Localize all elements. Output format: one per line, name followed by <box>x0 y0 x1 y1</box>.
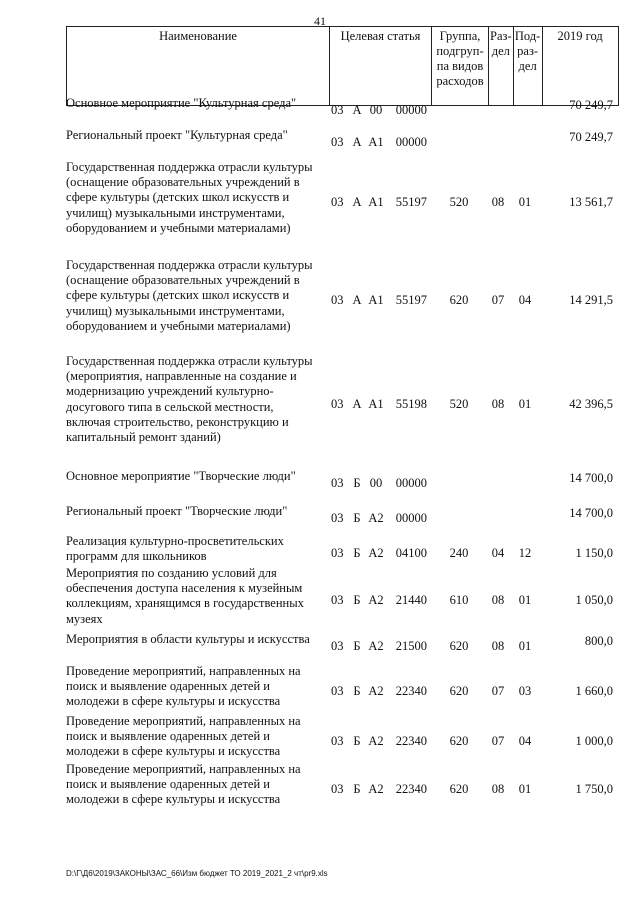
subsection-code: 04 <box>518 733 532 748</box>
amount-2019: 14 291,5 <box>569 293 613 307</box>
code-sub: А <box>352 103 362 117</box>
code-prog: 03 <box>331 511 344 525</box>
page-number: 41 <box>314 14 326 28</box>
row-name: Государственная поддержка отрасли культуры (оснащение образовательных учреждений в сфере культуры (детских школ искусств и училищ) музыкальными инструментами, оборудованием и учебными материалами) <box>66 160 313 235</box>
subsection-code: 01 <box>518 781 532 796</box>
code-dir: А1 <box>368 396 384 411</box>
row-name: Проведение мероприятий, направленных на поиск и выявление одаренных детей и молодежи в сфере культуры и искусства <box>66 664 301 709</box>
row-name: Основное мероприятие "Творческие люди" <box>66 469 296 483</box>
code-num: 04100 <box>395 546 427 561</box>
code-prog: 03 <box>331 593 344 608</box>
code-prog: 03 <box>331 135 344 149</box>
group-code: 520 <box>449 195 469 209</box>
section-code: 08 <box>491 639 505 653</box>
code-prog: 03 <box>331 396 344 411</box>
code-num: 22340 <box>395 781 427 796</box>
code-sub: Б <box>353 593 361 608</box>
code-sub: А <box>352 396 362 411</box>
code-dir: 00 <box>369 476 383 490</box>
code-prog: 03 <box>331 103 344 117</box>
row-name: Государственная поддержка отрасли культуры (мероприятия, направленные на создание и модернизацию учреждений культурно- досугового типа в сельской местности, включая строительство, реконструкцию и капитальный ремонт зданий) <box>66 354 313 445</box>
row-name: Мероприятия по созданию условий для обеспечения доступа населения к музейным коллекциям, хранящимся в государственных музеях <box>66 566 304 626</box>
code-prog: 03 <box>331 683 344 698</box>
group-code: 610 <box>449 593 469 608</box>
code-sub: Б <box>353 683 361 698</box>
subsection-code: 01 <box>518 195 532 209</box>
code-prog: 03 <box>331 546 344 561</box>
code-sub: Б <box>353 511 361 525</box>
group-code: 620 <box>449 683 469 698</box>
section-code: 07 <box>491 733 505 748</box>
amount-2019: 13 561,7 <box>569 195 613 209</box>
code-dir: А1 <box>368 293 384 307</box>
code-num: 00000 <box>395 135 427 149</box>
amount-2019: 800,0 <box>584 634 613 648</box>
code-prog: 03 <box>331 293 344 307</box>
amount-2019: 1 750,0 <box>575 781 613 796</box>
code-num: 00000 <box>395 511 427 525</box>
section-code: 04 <box>491 546 505 561</box>
code-dir: А2 <box>368 781 384 796</box>
amount-2019: 14 700,0 <box>569 506 613 520</box>
code-num: 55197 <box>395 195 427 209</box>
header-target: Целевая статья <box>330 27 432 106</box>
code-sub: А <box>352 135 362 149</box>
code-dir: 00 <box>369 103 383 117</box>
code-prog: 03 <box>331 195 344 209</box>
amount-2019: 70 249,7 <box>569 130 613 144</box>
file-path-footer: D:\Г\Д6\2019\ЗАКОНЫ\ЗАС_66\Изм бюджет ТО 2019_2021_2 чт\pr9.xls <box>66 869 328 878</box>
code-dir: А2 <box>368 683 384 698</box>
section-code: 08 <box>491 781 505 796</box>
section-code: 08 <box>491 593 505 608</box>
header-name: Наименование <box>67 27 330 106</box>
code-num: 00000 <box>395 476 427 490</box>
code-sub: Б <box>353 546 361 561</box>
code-sub: Б <box>353 781 361 796</box>
amount-2019: 70 249,7 <box>569 98 613 112</box>
amount-2019: 1 000,0 <box>575 733 613 748</box>
row-name: Реализация культурно-просветительских программ для школьников <box>66 534 284 564</box>
group-code: 620 <box>449 639 469 653</box>
amount-2019: 1 050,0 <box>575 593 613 608</box>
amount-2019: 14 700,0 <box>569 471 613 485</box>
subsection-code: 01 <box>518 593 532 608</box>
code-num: 55197 <box>395 293 427 307</box>
code-num: 22340 <box>395 683 427 698</box>
subsection-code: 03 <box>518 683 532 698</box>
group-code: 620 <box>449 293 469 307</box>
amount-2019: 1 660,0 <box>575 683 613 698</box>
code-num: 21440 <box>395 593 427 608</box>
code-num: 21500 <box>395 639 427 653</box>
section-code: 07 <box>491 683 505 698</box>
group-code: 620 <box>449 733 469 748</box>
section-code: 08 <box>491 396 505 411</box>
header-subsection: Под- раз- дел <box>513 27 542 106</box>
row-name: Проведение мероприятий, направленных на поиск и выявление одаренных детей и молодежи в сфере культуры и искусства <box>66 762 301 807</box>
group-code: 620 <box>449 781 469 796</box>
code-dir: А2 <box>368 733 384 748</box>
code-num: 55198 <box>395 396 427 411</box>
code-dir: А2 <box>368 639 384 653</box>
code-sub: Б <box>353 476 361 490</box>
row-name: Основное мероприятие "Культурная среда" <box>66 96 297 110</box>
code-prog: 03 <box>331 781 344 796</box>
code-dir: А2 <box>368 546 384 561</box>
code-dir: А2 <box>368 511 384 525</box>
group-code: 240 <box>449 546 469 561</box>
row-name: Региональный проект "Культурная среда" <box>66 128 288 142</box>
code-dir: А1 <box>368 135 384 149</box>
code-prog: 03 <box>331 476 344 490</box>
code-sub: Б <box>353 639 361 653</box>
header-section: Раз- дел <box>489 27 514 106</box>
group-code: 520 <box>449 396 469 411</box>
section-code: 08 <box>491 195 505 209</box>
code-prog: 03 <box>331 639 344 653</box>
row-name: Региональный проект "Творческие люди" <box>66 504 288 518</box>
code-sub: Б <box>353 733 361 748</box>
code-num: 00000 <box>395 103 427 117</box>
header-year: 2019 год <box>542 27 618 106</box>
code-sub: А <box>352 293 362 307</box>
amount-2019: 1 150,0 <box>575 546 613 561</box>
code-dir: А1 <box>368 195 384 209</box>
amount-2019: 42 396,5 <box>569 396 613 411</box>
subsection-code: 01 <box>518 639 532 653</box>
section-code: 07 <box>491 293 505 307</box>
code-prog: 03 <box>331 733 344 748</box>
code-num: 22340 <box>395 733 427 748</box>
header-group: Группа, подгруп- па видов расходов <box>432 27 489 106</box>
subsection-code: 12 <box>518 546 532 561</box>
subsection-code: 04 <box>518 293 532 307</box>
subsection-code: 01 <box>518 396 532 411</box>
row-name: Проведение мероприятий, направленных на поиск и выявление одаренных детей и молодежи в сфере культуры и искусства <box>66 714 301 759</box>
code-sub: А <box>352 195 362 209</box>
row-name: Мероприятия в области культуры и искусства <box>66 632 310 646</box>
row-name: Государственная поддержка отрасли культуры (оснащение образовательных учреждений в сфере культуры (детских школ искусств и училищ) музыкальными инструментами, оборудованием и учебными материалами) <box>66 258 313 333</box>
code-dir: А2 <box>368 593 384 608</box>
